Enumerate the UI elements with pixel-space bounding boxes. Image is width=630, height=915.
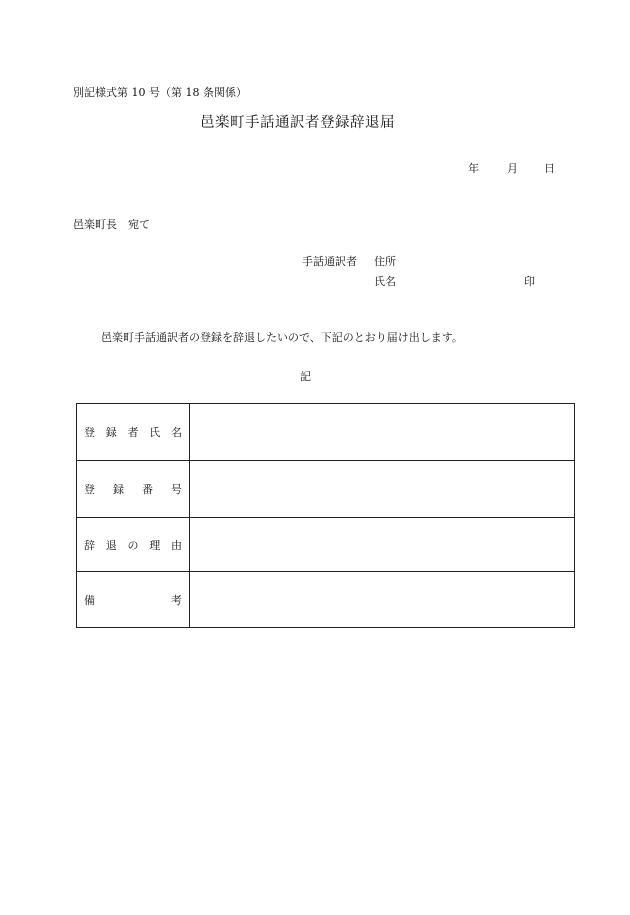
label-char: 登 xyxy=(84,426,95,439)
withdrawal-reason-field[interactable] xyxy=(190,518,575,572)
label-char: 録 xyxy=(105,426,117,439)
label-char: 理 xyxy=(149,538,161,552)
registration-number-field[interactable] xyxy=(190,461,575,518)
withdrawal-reason-label-cell xyxy=(77,518,190,572)
label-char: 録 xyxy=(113,483,124,496)
remarks-field[interactable] xyxy=(190,572,575,628)
label-char: 氏 xyxy=(149,426,161,439)
table-row xyxy=(77,572,575,628)
label-char: 名 xyxy=(171,426,182,439)
registration-number-label-cell xyxy=(77,461,190,518)
document-title: 邑楽町手話通訳者登録辞退届 xyxy=(200,115,395,131)
body-statement: 邑楽町手話通訳者の登録を辞退したいので、下記のとおり届け出します。 xyxy=(101,331,463,344)
label-char: の xyxy=(127,538,139,552)
address-label: 住所 xyxy=(374,255,396,268)
label-char: 番 xyxy=(142,483,153,496)
label-char: 号 xyxy=(171,483,182,496)
remarks-label-cell xyxy=(77,572,190,628)
addressee: 邑楽町長 宛て xyxy=(73,218,150,231)
label-char: 備 xyxy=(84,593,95,607)
date-month-label: 月 xyxy=(507,162,518,175)
applicant-role-label: 手話通訳者 xyxy=(302,255,357,268)
seal-label: 印 xyxy=(524,275,535,288)
label-char: 登 xyxy=(84,483,95,496)
registrant-name-label-cell xyxy=(77,404,190,461)
withdrawal-form-table xyxy=(76,403,575,628)
table-row xyxy=(77,518,575,572)
label-char: 由 xyxy=(171,538,182,552)
date-day-label: 日 xyxy=(544,162,555,175)
label-char: 退 xyxy=(105,538,117,552)
form-number: 別記様式第 10 号（第 18 条関係） xyxy=(73,86,247,99)
name-label: 氏名 xyxy=(374,275,396,288)
label-char: 考 xyxy=(171,593,182,607)
ki-heading: 記 xyxy=(300,370,311,383)
registrant-name-field[interactable] xyxy=(190,404,575,461)
table-row xyxy=(77,461,575,518)
table-row xyxy=(77,404,575,461)
label-char: 辞 xyxy=(84,538,95,552)
label-char: 者 xyxy=(127,426,139,439)
date-year-label: 年 xyxy=(468,162,479,175)
